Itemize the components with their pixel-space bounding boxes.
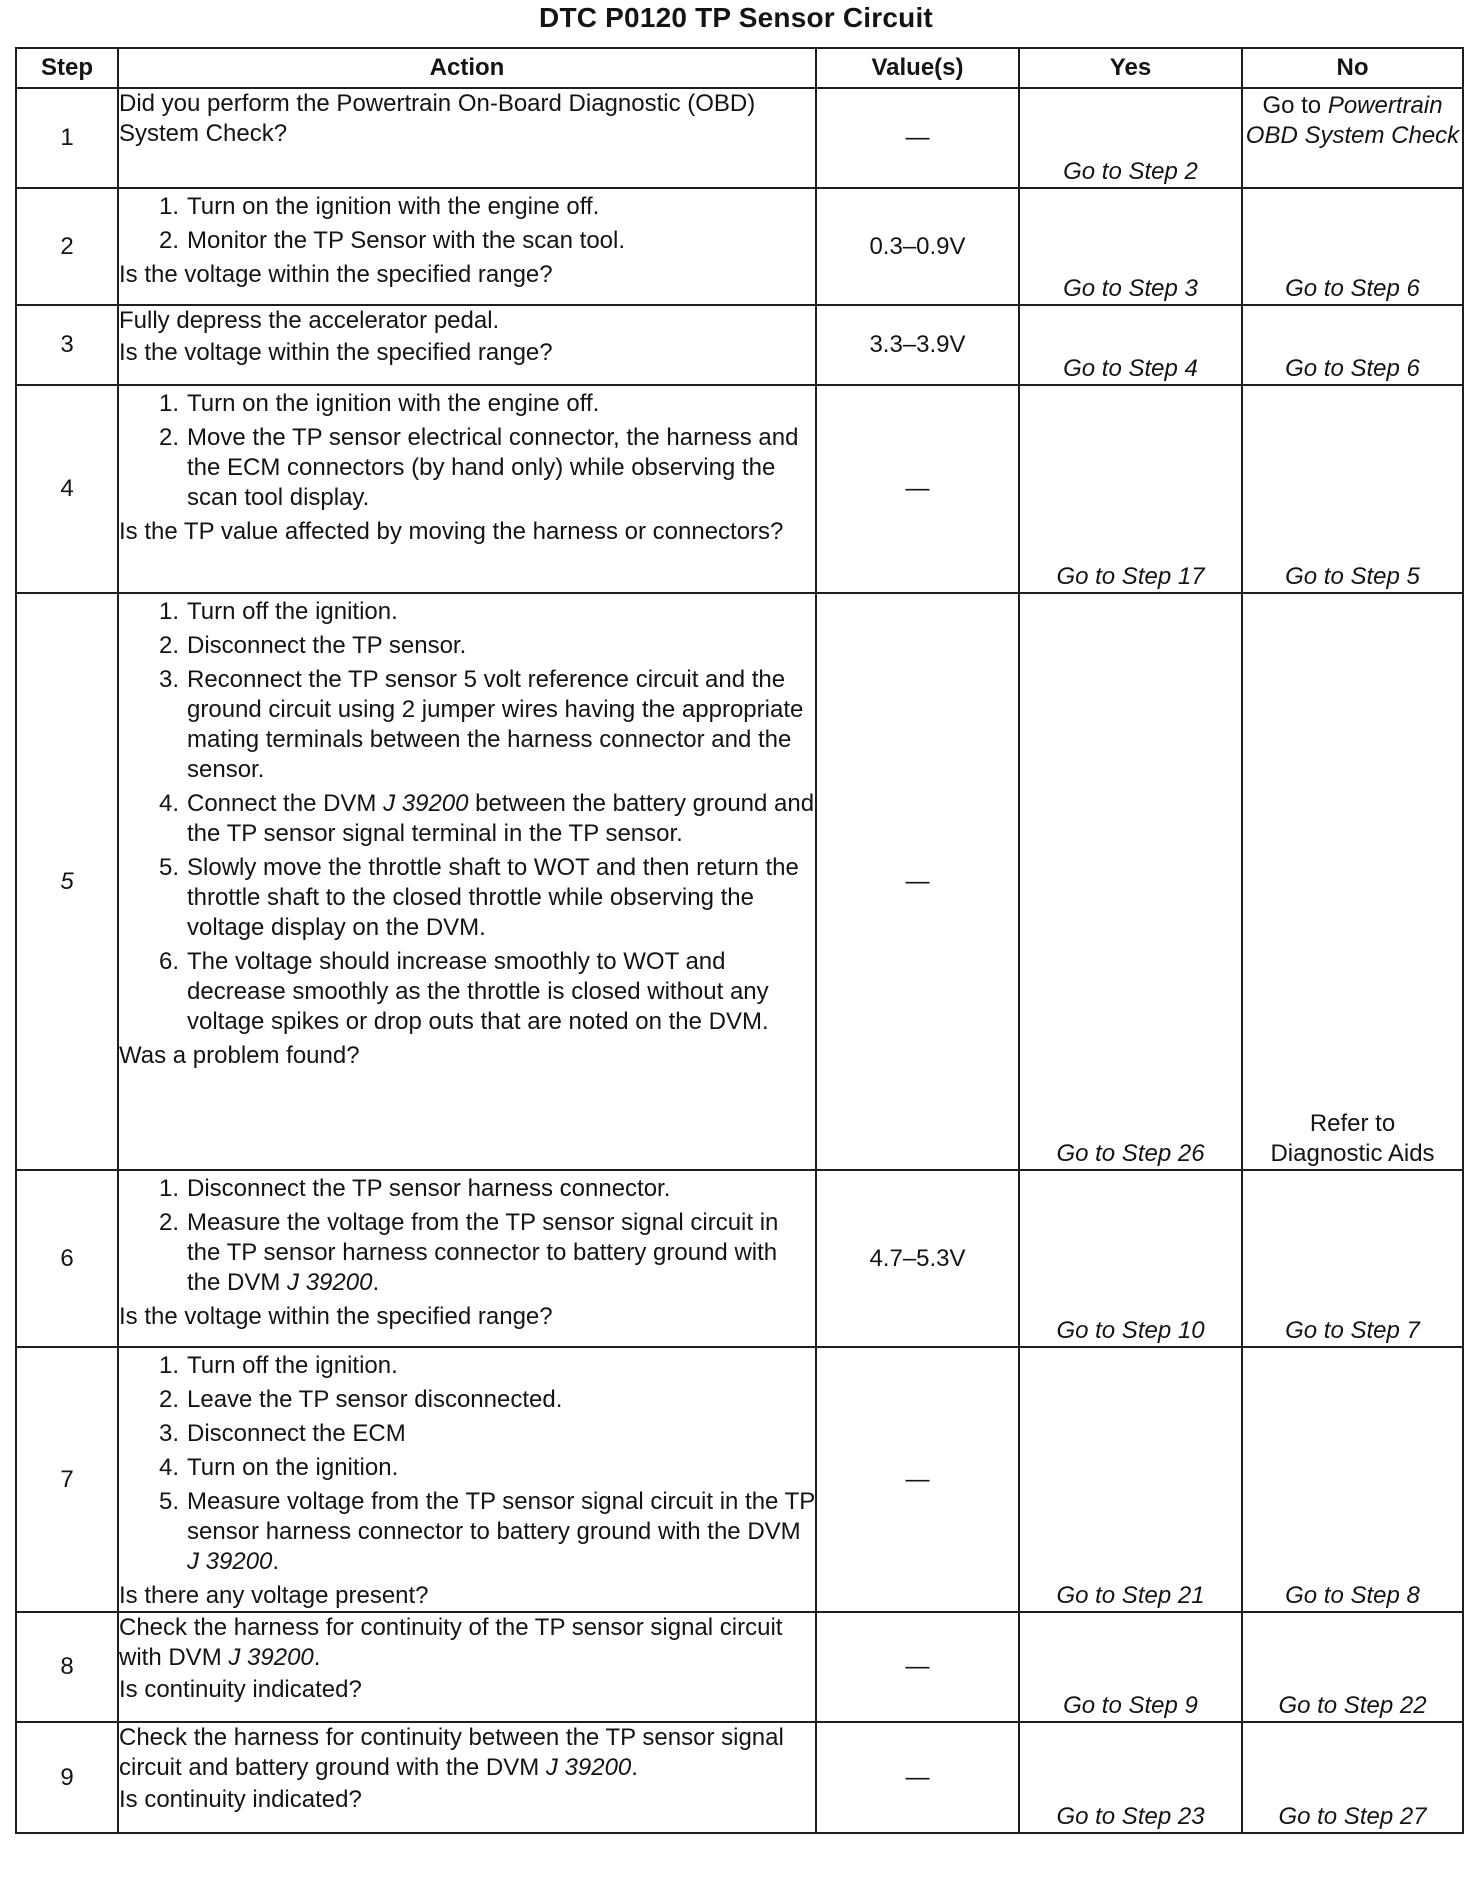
value-cell: — [816, 593, 1019, 1170]
no-cell: Go to Step 8 [1242, 1347, 1463, 1612]
list-item: 1. Turn off the ignition. [158, 598, 398, 625]
step-number: 3 [16, 305, 118, 385]
action-cell [118, 593, 816, 1170]
action-text: Did you perform the Powertrain On-Board Diagnostic (OBD) System Check? [119, 90, 756, 147]
list-item: 2. Disconnect the TP sensor. [158, 632, 467, 659]
value-cell: 0.3–0.9V [816, 188, 1019, 305]
header-yes: Yes [1019, 48, 1242, 88]
header-row [16, 48, 1463, 88]
value-cell: — [816, 1612, 1019, 1722]
action-text: Check the harness for continuity between the TP sensor signal circuit and battery ground with the DVM J 39200. [119, 1724, 784, 1781]
table-row [16, 1612, 1463, 1722]
no-cell: Go to Step 22 [1242, 1612, 1463, 1722]
tool-reference: J 39200 [187, 1548, 273, 1575]
table-row [16, 593, 1463, 1170]
action-cell [118, 305, 816, 385]
tool-reference: J 39200 [287, 1269, 373, 1296]
no-prefix: Go to [1262, 92, 1328, 119]
list-item: 3. Reconnect the TP sensor 5 volt reference circuit and the ground circuit using 2 jumper wires having the appropriate mating terminals between the harness connector and the sensor. [158, 666, 804, 783]
tool-reference: J 39200 [545, 1754, 632, 1781]
yes-cell: Go to Step 17 [1019, 385, 1242, 593]
table-row [16, 1170, 1463, 1347]
step-number: 2 [16, 188, 118, 305]
action-cell [118, 385, 816, 593]
step-number: 8 [16, 1612, 118, 1722]
list-item: 1. Turn on the ignition with the engine off. [158, 390, 600, 417]
diagnostic-table [15, 47, 1464, 1834]
table-row [16, 1722, 1463, 1833]
step-number: 4 [16, 385, 118, 593]
list-item: 4. Connect the DVM J 39200 between the battery ground and the TP sensor signal terminal in the TP sensor. [158, 790, 815, 847]
table-row [16, 88, 1463, 188]
no-cell: Go to Step 6 [1242, 188, 1463, 305]
yes-cell: Go to Step 23 [1019, 1722, 1242, 1833]
no-cell [1242, 88, 1463, 188]
action-text: Check the harness for continuity of the TP sensor signal circuit with DVM J 39200. [119, 1614, 783, 1671]
no-cell: Go to Step 27 [1242, 1722, 1463, 1833]
list-item: 2. Monitor the TP Sensor with the scan tool. [158, 227, 626, 254]
table-row [16, 305, 1463, 385]
list-item: 1. Turn on the ignition with the engine off. [158, 193, 600, 220]
value-cell: — [816, 88, 1019, 188]
step-number: 5 [16, 593, 118, 1170]
no-cell: Go to Step 7 [1242, 1170, 1463, 1347]
no-cell: Go to Step 6 [1242, 305, 1463, 385]
list-item: 2. Leave the TP sensor disconnected. [158, 1386, 563, 1413]
list-item: 6. The voltage should increase smoothly to WOT and decrease smoothly as the throttle is closed without any voltage spikes or drop outs that are noted on the DVM. [158, 948, 769, 1035]
value-cell: — [816, 385, 1019, 593]
yes-cell: Go to Step 3 [1019, 188, 1242, 305]
action-question: Is the TP value affected by moving the harness or connectors? [119, 518, 784, 545]
value-cell: — [816, 1347, 1019, 1612]
header-action: Action [118, 48, 816, 88]
list-item: 5. Measure voltage from the TP sensor signal circuit in the TP sensor harness connector to battery ground with the DVM J 39200. [158, 1488, 815, 1575]
action-cell [118, 1722, 816, 1833]
yes-cell: Go to Step 26 [1019, 593, 1242, 1170]
header-step: Step [16, 48, 118, 88]
list-item: 1. Turn off the ignition. [158, 1352, 398, 1379]
header-value: Value(s) [816, 48, 1019, 88]
no-link: Powertrain OBD System Check [1245, 92, 1460, 149]
yes-cell: Go to Step 10 [1019, 1170, 1242, 1347]
action-question: Was a problem found? [119, 1042, 360, 1069]
action-cell [118, 1612, 816, 1722]
table-row [16, 188, 1463, 305]
step-number: 7 [16, 1347, 118, 1612]
yes-cell: Go to Step 9 [1019, 1612, 1242, 1722]
header-no: No [1242, 48, 1463, 88]
value-cell: — [816, 1722, 1019, 1833]
tool-reference: J 39200 [383, 790, 469, 817]
list-item: 5. Slowly move the throttle shaft to WOT and then return the throttle shaft to the closed throttle while observing the voltage display on the DVM. [158, 854, 799, 941]
no-cell: Go to Step 5 [1242, 385, 1463, 593]
step-number: 9 [16, 1722, 118, 1833]
action-question: Is the voltage within the specified range? [119, 261, 553, 288]
table-row [16, 385, 1463, 593]
list-item: 3. Disconnect the ECM [158, 1420, 406, 1447]
yes-cell: Go to Step 21 [1019, 1347, 1242, 1612]
action-cell [118, 188, 816, 305]
tool-reference: J 39200 [228, 1644, 314, 1671]
action-question: Is continuity indicated? [119, 1786, 362, 1813]
action-question: Is the voltage within the specified range? [119, 1303, 553, 1330]
action-question: Is continuity indicated? [119, 1676, 362, 1703]
step-number: 1 [16, 88, 118, 188]
value-cell: 4.7–5.3V [816, 1170, 1019, 1347]
action-cell [118, 1170, 816, 1347]
yes-cell: Go to Step 2 [1019, 88, 1242, 188]
list-item: 2. Measure the voltage from the TP sensor signal circuit in the TP sensor harness connector to battery ground with the DVM J 39200. [158, 1209, 779, 1296]
page-title: DTC P0120 TP Sensor Circuit [539, 2, 933, 33]
no-cell: Refer to Diagnostic Aids [1242, 593, 1463, 1170]
value-cell: 3.3–3.9V [816, 305, 1019, 385]
list-item: 2. Move the TP sensor electrical connector, the harness and the ECM connectors (by hand only) while observing the scan tool display. [158, 424, 799, 511]
action-text: Fully depress the accelerator pedal. [119, 307, 500, 334]
action-cell [118, 1347, 816, 1612]
yes-cell: Go to Step 4 [1019, 305, 1242, 385]
action-cell [118, 88, 816, 188]
action-question: Is the voltage within the specified range? [119, 339, 553, 366]
table-row [16, 1347, 1463, 1612]
action-question: Is there any voltage present? [119, 1582, 429, 1609]
list-item: 1. Disconnect the TP sensor harness connector. [158, 1175, 671, 1202]
list-item: 4. Turn on the ignition. [158, 1454, 399, 1481]
step-number: 6 [16, 1170, 118, 1347]
